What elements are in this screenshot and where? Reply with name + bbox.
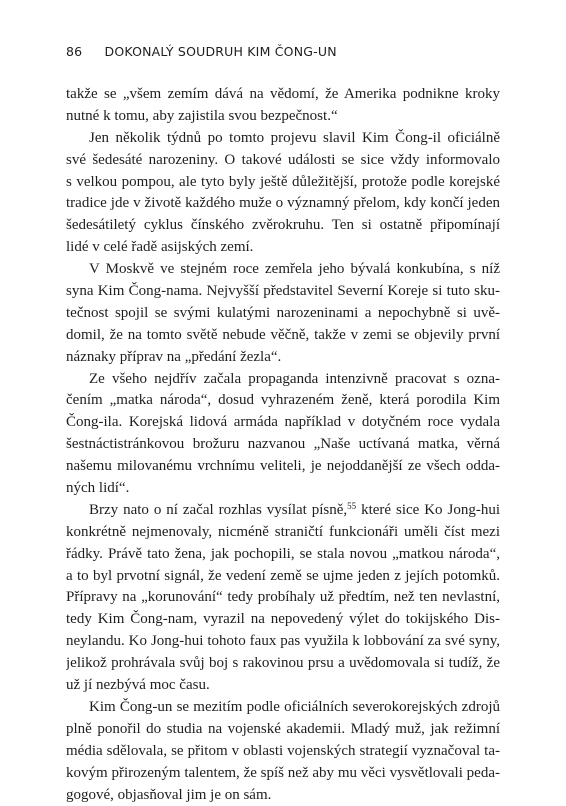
footnote-reference: 55 bbox=[347, 501, 356, 511]
text-line: takže se „všem zemím dává na vědomí, že Amerika podnikne kroky bbox=[66, 84, 500, 106]
text-line: Jen několik týdnů po tomto projevu slavil Kim Čong-il oficiálně bbox=[66, 128, 500, 150]
text-segment: Brzy nato o ní začal rozhlas vysílat písně, bbox=[89, 502, 347, 518]
text-line: šedesátiletý cyklus čínského zvěrokruhu. Ten si ostatně připomínají bbox=[66, 215, 500, 237]
text-line: své šedesáté narozeniny. O takové události se sice vždy informovalo bbox=[66, 150, 500, 172]
page-header bbox=[66, 44, 506, 64]
text-segment: které sice Ko Jong-hui bbox=[356, 502, 500, 518]
text-line: šestnáctistránkovou brožuru nazvanou „Naše uctívaná matka, věrná bbox=[66, 434, 500, 456]
text-line: nutné k tomu, aby zajistila svou bezpečnost.“ bbox=[66, 106, 500, 128]
text-line: a to byl prvotní signál, že vedení země se ujme jeden z jejích potomků. bbox=[66, 566, 500, 588]
text-line bbox=[66, 500, 500, 522]
text-line: čením „matka národa“, dosud vyhrazeném ženě, která porodila Kim bbox=[66, 390, 500, 412]
text-line: syna Kim Čong-nama. Nejvyšší představitel Severní Koreje si tuto sku- bbox=[66, 281, 500, 303]
text-line: konkrétně nejmenovaly, nicméně straničtí funkcionáři uměli číst mezi bbox=[66, 522, 500, 544]
paragraph bbox=[66, 128, 500, 259]
paragraph bbox=[66, 84, 500, 128]
paragraph bbox=[66, 500, 500, 697]
text-line: tečnost spojil se svými kulatými narozeninami a nepochybně si uvě- bbox=[66, 303, 500, 325]
text-line: plně ponořil do studia na vojenské akademii. Mladý muž, jak režimní bbox=[66, 719, 500, 741]
running-title: DOKONALÝ SOUDRUH KIM ČONG-UN bbox=[105, 44, 337, 59]
text-line: Ze všeho nejdřív začala propaganda intenzivně pracovat s ozna- bbox=[66, 369, 500, 391]
page-number: 86 bbox=[66, 44, 82, 59]
text-line: Kim Čong-un se mezitím podle oficiálních severokorejských zdrojů bbox=[66, 697, 500, 719]
text-line: ných lidí“. bbox=[66, 478, 500, 500]
text-line: Přípravy na „korunování“ tedy probíhaly už předtím, než ten nevlastní, bbox=[66, 587, 500, 609]
text-line: řádky. Právě tato žena, jak pochopili, se stala novou „matkou národa“, bbox=[66, 544, 500, 566]
body-text bbox=[66, 84, 500, 806]
text-line: už jí nezbývá moc času. bbox=[66, 675, 500, 697]
text-line: neylandu. Ko Jong-hui tohoto faux pas využila k lobbování za své syny, bbox=[66, 631, 500, 653]
text-line: lidé v celé řadě asijských zemí. bbox=[66, 237, 500, 259]
text-line: média sdělovala, se přitom v oblasti vojenských strategií vyznačoval ta- bbox=[66, 741, 500, 763]
text-line: našemu milovanému vrchnímu veliteli, je nejoddanější ze všech odda- bbox=[66, 456, 500, 478]
text-line: náznaky příprav na „předání žezla“. bbox=[66, 347, 500, 369]
paragraph bbox=[66, 369, 500, 500]
text-line: s velkou pompou, ale tyto byly ještě důležitější, protože podle korejské bbox=[66, 172, 500, 194]
paragraph bbox=[66, 697, 500, 806]
text-line: tradice jde v životě každého muže o významný přelom, kdy končí jeden bbox=[66, 193, 500, 215]
paragraph bbox=[66, 259, 500, 368]
text-line: tedy Kim Čong-nam, vyrazil na nepovedený výlet do tokijského Dis- bbox=[66, 609, 500, 631]
text-line: V Moskvě ve stejném roce zemřela jeho bývalá konkubína, s níž bbox=[66, 259, 500, 281]
text-line: Čong-ila. Korejská lidová armáda například v dotyčném roce vydala bbox=[66, 412, 500, 434]
text-line: jelikož prohrávala svůj boj s rakovinou prsu a uvědomovala si tudíž, že bbox=[66, 653, 500, 675]
text-line: gogové, objasňoval jim je on sám. bbox=[66, 785, 500, 806]
text-line: domil, že na tomto světě nebude věčně, takže v zemi se objevily první bbox=[66, 325, 500, 347]
text-line: kovým přirozeným talentem, že spíš než aby mu věci vysvětlovali peda- bbox=[66, 763, 500, 785]
